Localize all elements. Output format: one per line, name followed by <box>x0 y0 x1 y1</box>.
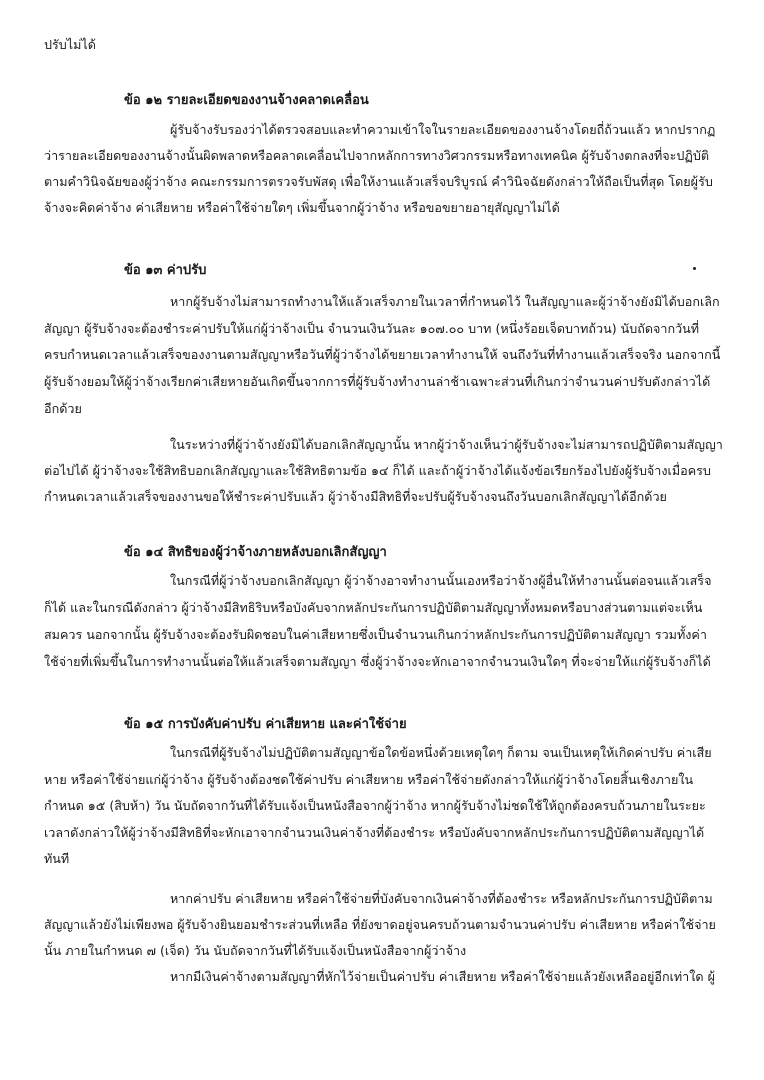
text-line: จ้างจะคิดค่าจ้าง ค่าเสียหาย หรือค่าใช้จ่ายใดๆ เพิ่มขึ้นจากผู้ว่าจ้าง หรือขอขยายอายุสัญญาไม่ได้ <box>44 200 560 215</box>
text-line: หากค่าปรับ ค่าเสียหาย หรือค่าใช้จ่ายที่บังคับจากเงินค่าจ้างที่ต้องชำระ หรือหลักประกันการปฏิบัติตาม <box>170 891 713 906</box>
text-line: หาย หรือค่าใช้จ่ายแก่ผู้ว่าจ้าง ผู้รับจ้างต้องชดใช้ค่าปรับ ค่าเสียหาย หรือค่าใช้จ่ายดังกล่าวให้แก่ผู้ว่าจ้างโดยสิ้นเชิงภายใน <box>44 772 694 787</box>
text-line: เวลาดังกล่าวให้ผู้ว่าจ้างมีสิทธิที่จะหักเอาจากจำนวนเงินค่าจ้างที่ต้องชำระ หรือบังคับจากหลักประกันการปฏิบัติตามสัญญาได้ <box>44 825 705 840</box>
text-line: ทันที <box>44 851 70 866</box>
text-line: ผู้รับจ้างรับรองว่าได้ตรวจสอบและทำความเข้าใจในรายละเอียดของงานจ้างโดยถี่ถ้วนแล้ว หากปรากฏ <box>170 122 716 137</box>
text-line: สมควร นอกจากนั้น ผู้รับจ้างจะต้องรับผิดชอบในค่าเสียหายซึ่งเป็นจำนวนเกินกว่าหลักประกันการปฏิบัติตามสัญญา รวมทั้งค่า <box>44 627 707 642</box>
text-line: ว่ารายละเอียดของงานจ้างนั้นผิดพลาดหรือคลาดเคลื่อนไปจากหลักการทางวิศวกรรมหรือทางเทคนิค ผู้รับจ้างตกลงที่จะปฏิบัติ <box>44 148 710 163</box>
text-line: ตามคำวินิจฉัยของผู้ว่าจ้าง คณะกรรมการตรวจรับพัสดุ เพื่อให้งานแล้วเสร็จบริบูรณ์ คำวินิจฉัยดังกล่าวให้ถือเป็นที่สุด โดยผู้รับ <box>44 174 713 189</box>
text-line: สัญญาแล้วยังไม่เพียงพอ ผู้รับจ้างยินยอมชำระส่วนที่เหลือ ที่ยังขาดอยู่จนครบถ้วนตามจำนวนค่าปรับ ค่าเสียหาย หรือค่าใช้จ่าย <box>44 917 716 932</box>
section-heading-14: ข้อ ๑๔ สิทธิของผู้ว่าจ้างภายหลังบอกเลิกสัญญา <box>124 545 387 560</box>
scan-speck <box>693 267 696 270</box>
text-line: กำหนดเวลาแล้วเสร็จของงานขอให้ชำระค่าปรับแล้ว ผู้ว่าจ้างมีสิทธิที่จะปรับผู้รับจ้างจนถึงวันบอกเลิกสัญญาได้อีกด้วย <box>44 489 667 504</box>
text-line: นั้น ภายในกำหนด ๗ (เจ็ด) วัน นับถัดจากวันที่ได้รับแจ้งเป็นหนังสือจากผู้ว่าจ้าง <box>44 943 467 958</box>
text-line: หากผู้รับจ้างไม่สามารถทำงานให้แล้วเสร็จภายในเวลาที่กำหนดไว้ ในสัญญาและผู้ว่าจ้างยังมิได้บอกเลิก <box>170 294 720 309</box>
text-line: ในระหว่างที่ผู้ว่าจ้างยังมิได้บอกเลิกสัญญานั้น หากผู้ว่าจ้างเห็นว่าผู้รับจ้างจะไม่สามารถปฏิบัติตามสัญญา <box>170 437 723 452</box>
text-line: ใช้จ่ายที่เพิ่มขึ้นในการทำงานนั้นต่อให้แล้วเสร็จตามสัญญา ซึ่งผู้ว่าจ้างจะหักเอาจากจำนวนเงินใดๆ ที่จะจ่ายให้แก่ผู้รับจ้างก็ได้ <box>44 654 711 669</box>
text-line: อีกด้วย <box>44 401 82 416</box>
text-line: ครบกำหนดเวลาแล้วเสร็จของงานตามสัญญาหรือวันที่ผู้ว่าจ้างได้ขยายเวลาทำงานให้ จนถึงวันที่ทำงานแล้วเสร็จจริง นอกจากนี้ <box>44 347 721 362</box>
text-line: ก็ได้ และในกรณีดังกล่าว ผู้ว่าจ้างมีสิทธิริบหรือบังคับจากหลักประกันการปฏิบัติตามสัญญาทั้งหมดหรือบางส่วนตามแต่จะเห็น <box>44 600 703 615</box>
section-heading-15: ข้อ ๑๕ การบังคับค่าปรับ ค่าเสียหาย และค่าใช้จ่าย <box>124 717 407 732</box>
section-heading-13: ข้อ ๑๓ ค่าปรับ <box>124 263 207 278</box>
text-line: ต่อไปได้ ผู้ว่าจ้างจะใช้สิทธิบอกเลิกสัญญาและใช้สิทธิตามข้อ ๑๔ ก็ได้ และถ้าผู้ว่าจ้างได้แจ้งข้อเรียกร้องไปยังผู้รับจ้างเมื่อครบ <box>44 463 711 478</box>
text-line: หากมีเงินค่าจ้างตามสัญญาที่หักไว้จ่ายเป็นค่าปรับ ค่าเสียหาย หรือค่าใช้จ่ายแล้วยังเหลืออยู่อีกเท่าใด ผู้ <box>170 969 715 984</box>
text-line: สัญญา ผู้รับจ้างจะต้องชำระค่าปรับให้แก่ผู้ว่าจ้างเป็น จำนวนเงินวันละ ๑๐๗.๐๐ บาท (หนึ่งร้อยเจ็ดบาทถ้วน) นับถัดจากวันที่ <box>44 321 700 336</box>
text-line: ในกรณีที่ผู้รับจ้างไม่ปฏิบัติตามสัญญาข้อใดข้อหนึ่งด้วยเหตุใดๆ ก็ตาม จนเป็นเหตุให้เกิดค่าปรับ ค่าเสีย <box>170 745 712 760</box>
text-line: ผู้รับจ้างยอมให้ผู้ว่าจ้างเรียกค่าเสียหายอันเกิดขึ้นจากการที่ผู้รับจ้างทำงานล่าช้าเฉพาะส่วนที่เกินกว่าจำนวนค่าปรับดังกล่าวได้ <box>44 374 711 389</box>
text-line: ในกรณีที่ผู้ว่าจ้างบอกเลิกสัญญา ผู้ว่าจ้างอาจทำงานนั้นเองหรือว่าจ้างผู้อื่นให้ทำงานนั้นต่อจนแล้วเสร็จ <box>170 573 712 588</box>
text-line: ปรับไม่ได้ <box>44 37 96 52</box>
text-line: กำหนด ๑๕ (สิบห้า) วัน นับถัดจากวันที่ได้รับแจ้งเป็นหนังสือจากผู้ว่าจ้าง หากผู้รับจ้างไม่ชดใช้ให้ถูกต้องครบถ้วนภายในระยะ <box>44 798 706 813</box>
section-heading-12: ข้อ ๑๒ รายละเอียดของงานจ้างคลาดเคลื่อน <box>124 93 369 108</box>
